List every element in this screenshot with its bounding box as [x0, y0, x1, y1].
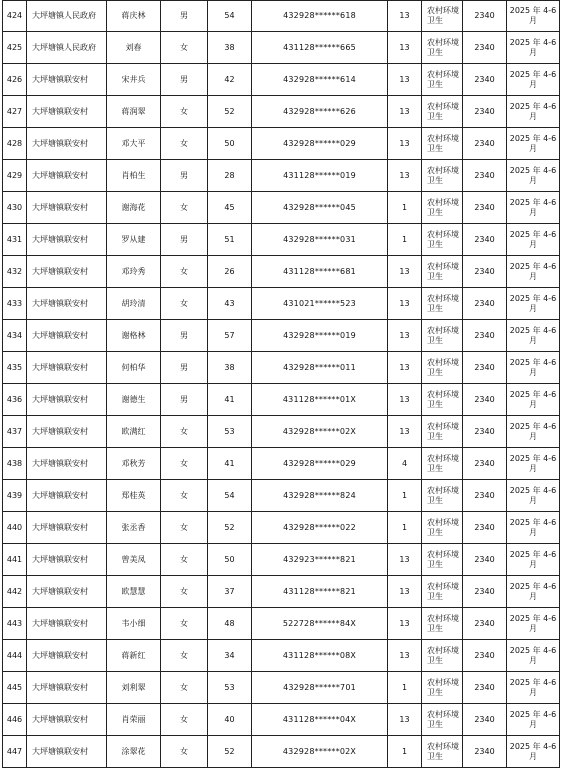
table-row — [3, 576, 560, 608]
age-cell: 53 — [208, 416, 252, 448]
months-cell: 13 — [388, 608, 422, 640]
name-cell: 肖柏生 — [107, 160, 161, 192]
row-number: 425 — [3, 32, 27, 64]
job-category-cell: 农村环境卫生 — [422, 384, 463, 416]
months-cell: 13 — [388, 320, 422, 352]
table-row — [3, 32, 560, 64]
gender-cell: 男 — [161, 1, 208, 32]
organization-cell: 大坪塘镇联安村 — [27, 416, 107, 448]
table-row — [3, 288, 560, 320]
period-cell: 2025 年 4-6 月 — [507, 448, 560, 480]
amount-cell: 2340 — [463, 320, 507, 352]
name-cell: 胡玲清 — [107, 288, 161, 320]
gender-cell: 女 — [161, 192, 208, 224]
gender-cell: 女 — [161, 480, 208, 512]
job-category-cell: 农村环境卫生 — [422, 416, 463, 448]
organization-cell: 大坪塘镇联安村 — [27, 352, 107, 384]
row-number: 437 — [3, 416, 27, 448]
gender-cell: 男 — [161, 320, 208, 352]
amount-cell: 2340 — [463, 544, 507, 576]
amount-cell: 2340 — [463, 480, 507, 512]
period-cell: 2025 年 4-6 月 — [507, 256, 560, 288]
name-cell: 邓秋芳 — [107, 448, 161, 480]
id-number-cell: 432928******626 — [252, 96, 388, 128]
id-number-cell: 431128******665 — [252, 32, 388, 64]
id-number-cell: 431021******523 — [252, 288, 388, 320]
row-number: 446 — [3, 704, 27, 736]
job-category-cell: 农村环境卫生 — [422, 224, 463, 256]
amount-cell: 2340 — [463, 256, 507, 288]
organization-cell: 大坪塘镇联安村 — [27, 480, 107, 512]
period-cell: 2025 年 4-6 月 — [507, 160, 560, 192]
row-number: 426 — [3, 64, 27, 96]
gender-cell: 女 — [161, 288, 208, 320]
job-category-cell: 农村环境卫生 — [422, 736, 463, 768]
row-number: 441 — [3, 544, 27, 576]
age-cell: 50 — [208, 128, 252, 160]
organization-cell: 大坪塘镇联安村 — [27, 192, 107, 224]
age-cell: 41 — [208, 384, 252, 416]
id-number-cell: 432928******824 — [252, 480, 388, 512]
period-cell: 2025 年 4-6 月 — [507, 480, 560, 512]
job-category-cell: 农村环境卫生 — [422, 704, 463, 736]
id-number-cell: 431128******04X — [252, 704, 388, 736]
gender-cell: 女 — [161, 608, 208, 640]
months-cell: 13 — [388, 544, 422, 576]
row-number: 442 — [3, 576, 27, 608]
gender-cell: 男 — [161, 224, 208, 256]
age-cell: 51 — [208, 224, 252, 256]
organization-cell: 大坪塘镇联安村 — [27, 224, 107, 256]
row-number: 436 — [3, 384, 27, 416]
name-cell: 刘利翠 — [107, 672, 161, 704]
age-cell: 38 — [208, 352, 252, 384]
age-cell: 54 — [208, 1, 252, 32]
name-cell: 宋井兵 — [107, 64, 161, 96]
table-row — [3, 192, 560, 224]
job-category-cell: 农村环境卫生 — [422, 544, 463, 576]
table-row — [3, 640, 560, 672]
age-cell: 45 — [208, 192, 252, 224]
table-row — [3, 704, 560, 736]
job-category-cell: 农村环境卫生 — [422, 64, 463, 96]
period-cell: 2025 年 4-6 月 — [507, 32, 560, 64]
age-cell: 37 — [208, 576, 252, 608]
roster-table — [2, 0, 560, 768]
name-cell: 涂翠花 — [107, 736, 161, 768]
organization-cell: 大坪塘镇联安村 — [27, 736, 107, 768]
id-number-cell: 432923******821 — [252, 544, 388, 576]
period-cell: 2025 年 4-6 月 — [507, 192, 560, 224]
organization-cell: 大坪塘镇联安村 — [27, 512, 107, 544]
gender-cell: 男 — [161, 384, 208, 416]
organization-cell: 大坪塘镇联安村 — [27, 160, 107, 192]
months-cell: 1 — [388, 736, 422, 768]
gender-cell: 女 — [161, 256, 208, 288]
name-cell: 欧满红 — [107, 416, 161, 448]
table-row — [3, 480, 560, 512]
row-number: 430 — [3, 192, 27, 224]
table-row — [3, 224, 560, 256]
id-number-cell: 432928******019 — [252, 320, 388, 352]
organization-cell: 大坪塘镇联安村 — [27, 96, 107, 128]
amount-cell: 2340 — [463, 64, 507, 96]
job-category-cell: 农村环境卫生 — [422, 576, 463, 608]
row-number: 447 — [3, 736, 27, 768]
period-cell: 2025 年 4-6 月 — [507, 320, 560, 352]
gender-cell: 女 — [161, 96, 208, 128]
job-category-cell: 农村环境卫生 — [422, 480, 463, 512]
id-number-cell: 432928******031 — [252, 224, 388, 256]
id-number-cell: 432928******029 — [252, 128, 388, 160]
amount-cell: 2340 — [463, 416, 507, 448]
period-cell: 2025 年 4-6 月 — [507, 544, 560, 576]
months-cell: 13 — [388, 128, 422, 160]
job-category-cell: 农村环境卫生 — [422, 608, 463, 640]
age-cell: 57 — [208, 320, 252, 352]
age-cell: 42 — [208, 64, 252, 96]
id-number-cell: 432928******618 — [252, 1, 388, 32]
months-cell: 13 — [388, 96, 422, 128]
name-cell: 罗从建 — [107, 224, 161, 256]
gender-cell: 女 — [161, 736, 208, 768]
row-number: 431 — [3, 224, 27, 256]
organization-cell: 大坪塘镇联安村 — [27, 704, 107, 736]
job-category-cell: 农村环境卫生 — [422, 512, 463, 544]
gender-cell: 女 — [161, 416, 208, 448]
amount-cell: 2340 — [463, 128, 507, 160]
age-cell: 52 — [208, 736, 252, 768]
id-number-cell: 432928******614 — [252, 64, 388, 96]
organization-cell: 大坪塘镇联安村 — [27, 608, 107, 640]
amount-cell: 2340 — [463, 704, 507, 736]
gender-cell: 男 — [161, 64, 208, 96]
amount-cell: 2340 — [463, 160, 507, 192]
amount-cell: 2340 — [463, 640, 507, 672]
table-row — [3, 1, 560, 32]
age-cell: 34 — [208, 640, 252, 672]
table-row — [3, 320, 560, 352]
gender-cell: 女 — [161, 640, 208, 672]
period-cell: 2025 年 4-6 月 — [507, 736, 560, 768]
gender-cell: 女 — [161, 128, 208, 160]
name-cell: 蒋新红 — [107, 640, 161, 672]
months-cell: 13 — [388, 32, 422, 64]
age-cell: 48 — [208, 608, 252, 640]
organization-cell: 大坪塘镇联安村 — [27, 640, 107, 672]
row-number: 445 — [3, 672, 27, 704]
period-cell: 2025 年 4-6 月 — [507, 640, 560, 672]
id-number-cell: 431128******821 — [252, 576, 388, 608]
row-number: 427 — [3, 96, 27, 128]
job-category-cell: 农村环境卫生 — [422, 32, 463, 64]
months-cell: 1 — [388, 480, 422, 512]
job-category-cell: 农村环境卫生 — [422, 96, 463, 128]
amount-cell: 2340 — [463, 736, 507, 768]
id-number-cell: 432928******045 — [252, 192, 388, 224]
table-row — [3, 352, 560, 384]
row-number: 440 — [3, 512, 27, 544]
amount-cell: 2340 — [463, 576, 507, 608]
table-row — [3, 448, 560, 480]
row-number: 438 — [3, 448, 27, 480]
gender-cell: 女 — [161, 672, 208, 704]
name-cell: 谢德生 — [107, 384, 161, 416]
table-row — [3, 160, 560, 192]
row-number: 428 — [3, 128, 27, 160]
months-cell: 1 — [388, 672, 422, 704]
months-cell: 13 — [388, 256, 422, 288]
period-cell: 2025 年 4-6 月 — [507, 704, 560, 736]
id-number-cell: 431128******01X — [252, 384, 388, 416]
organization-cell: 大坪塘镇联安村 — [27, 576, 107, 608]
job-category-cell: 农村环境卫生 — [422, 352, 463, 384]
months-cell: 13 — [388, 288, 422, 320]
job-category-cell: 农村环境卫生 — [422, 448, 463, 480]
table-row — [3, 416, 560, 448]
amount-cell: 2340 — [463, 96, 507, 128]
organization-cell: 大坪塘镇联安村 — [27, 448, 107, 480]
job-category-cell: 农村环境卫生 — [422, 320, 463, 352]
age-cell: 40 — [208, 704, 252, 736]
amount-cell: 2340 — [463, 32, 507, 64]
organization-cell: 大坪塘镇联安村 — [27, 256, 107, 288]
period-cell: 2025 年 4-6 月 — [507, 416, 560, 448]
amount-cell: 2340 — [463, 1, 507, 32]
gender-cell: 女 — [161, 544, 208, 576]
name-cell: 曾美凤 — [107, 544, 161, 576]
name-cell: 肖荣丽 — [107, 704, 161, 736]
gender-cell: 女 — [161, 32, 208, 64]
name-cell: 邓玲秀 — [107, 256, 161, 288]
id-number-cell: 432928******029 — [252, 448, 388, 480]
row-number: 434 — [3, 320, 27, 352]
organization-cell: 大坪塘镇联安村 — [27, 288, 107, 320]
job-category-cell: 农村环境卫生 — [422, 672, 463, 704]
months-cell: 13 — [388, 416, 422, 448]
table-row — [3, 384, 560, 416]
row-number: 439 — [3, 480, 27, 512]
months-cell: 13 — [388, 1, 422, 32]
job-category-cell: 农村环境卫生 — [422, 256, 463, 288]
period-cell: 2025 年 4-6 月 — [507, 96, 560, 128]
age-cell: 52 — [208, 512, 252, 544]
age-cell: 41 — [208, 448, 252, 480]
id-number-cell: 432928******011 — [252, 352, 388, 384]
period-cell: 2025 年 4-6 月 — [507, 352, 560, 384]
table-row — [3, 608, 560, 640]
gender-cell: 男 — [161, 352, 208, 384]
id-number-cell: 431128******08X — [252, 640, 388, 672]
amount-cell: 2340 — [463, 608, 507, 640]
amount-cell: 2340 — [463, 192, 507, 224]
name-cell: 邓大平 — [107, 128, 161, 160]
period-cell: 2025 年 4-6 月 — [507, 64, 560, 96]
period-cell: 2025 年 4-6 月 — [507, 1, 560, 32]
months-cell: 4 — [388, 448, 422, 480]
months-cell: 13 — [388, 704, 422, 736]
name-cell: 刘春 — [107, 32, 161, 64]
id-number-cell: 431128******019 — [252, 160, 388, 192]
table-row — [3, 64, 560, 96]
amount-cell: 2340 — [463, 352, 507, 384]
organization-cell: 大坪塘镇联安村 — [27, 544, 107, 576]
row-number: 433 — [3, 288, 27, 320]
id-number-cell: 522728******84X — [252, 608, 388, 640]
organization-cell: 大坪塘镇联安村 — [27, 384, 107, 416]
period-cell: 2025 年 4-6 月 — [507, 672, 560, 704]
amount-cell: 2340 — [463, 512, 507, 544]
months-cell: 13 — [388, 384, 422, 416]
gender-cell: 女 — [161, 576, 208, 608]
row-number: 429 — [3, 160, 27, 192]
organization-cell: 大坪塘镇联安村 — [27, 320, 107, 352]
job-category-cell: 农村环境卫生 — [422, 192, 463, 224]
months-cell: 13 — [388, 64, 422, 96]
age-cell: 53 — [208, 672, 252, 704]
row-number: 432 — [3, 256, 27, 288]
months-cell: 13 — [388, 576, 422, 608]
organization-cell: 大坪塘镇联安村 — [27, 64, 107, 96]
age-cell: 43 — [208, 288, 252, 320]
gender-cell: 女 — [161, 448, 208, 480]
period-cell: 2025 年 4-6 月 — [507, 608, 560, 640]
age-cell: 50 — [208, 544, 252, 576]
name-cell: 欧慧慧 — [107, 576, 161, 608]
age-cell: 54 — [208, 480, 252, 512]
age-cell: 26 — [208, 256, 252, 288]
name-cell: 谢格林 — [107, 320, 161, 352]
id-number-cell: 432928******02X — [252, 416, 388, 448]
age-cell: 38 — [208, 32, 252, 64]
name-cell: 蒋庆林 — [107, 1, 161, 32]
organization-cell: 大坪塘镇联安村 — [27, 128, 107, 160]
amount-cell: 2340 — [463, 224, 507, 256]
id-number-cell: 432928******022 — [252, 512, 388, 544]
id-number-cell: 432928******02X — [252, 736, 388, 768]
name-cell: 谢海花 — [107, 192, 161, 224]
months-cell: 13 — [388, 160, 422, 192]
table-row — [3, 736, 560, 768]
period-cell: 2025 年 4-6 月 — [507, 288, 560, 320]
organization-cell: 大坪塘镇人民政府 — [27, 32, 107, 64]
amount-cell: 2340 — [463, 288, 507, 320]
table-row — [3, 96, 560, 128]
name-cell: 郑桂英 — [107, 480, 161, 512]
job-category-cell: 农村环境卫生 — [422, 128, 463, 160]
months-cell: 1 — [388, 224, 422, 256]
job-category-cell: 农村环境卫生 — [422, 640, 463, 672]
name-cell: 何柏华 — [107, 352, 161, 384]
gender-cell: 女 — [161, 704, 208, 736]
table-row — [3, 256, 560, 288]
row-number: 443 — [3, 608, 27, 640]
months-cell: 13 — [388, 352, 422, 384]
job-category-cell: 农村环境卫生 — [422, 288, 463, 320]
row-number: 444 — [3, 640, 27, 672]
amount-cell: 2340 — [463, 384, 507, 416]
row-number: 424 — [3, 1, 27, 32]
period-cell: 2025 年 4-6 月 — [507, 128, 560, 160]
table-row — [3, 512, 560, 544]
organization-cell: 大坪塘镇人民政府 — [27, 1, 107, 32]
gender-cell: 男 — [161, 160, 208, 192]
id-number-cell: 431128******681 — [252, 256, 388, 288]
id-number-cell: 432928******701 — [252, 672, 388, 704]
months-cell: 1 — [388, 192, 422, 224]
job-category-cell: 农村环境卫生 — [422, 160, 463, 192]
name-cell: 张丞香 — [107, 512, 161, 544]
gender-cell: 女 — [161, 512, 208, 544]
name-cell: 蒋润翠 — [107, 96, 161, 128]
period-cell: 2025 年 4-6 月 — [507, 224, 560, 256]
amount-cell: 2340 — [463, 448, 507, 480]
name-cell: 韦小细 — [107, 608, 161, 640]
period-cell: 2025 年 4-6 月 — [507, 384, 560, 416]
table-row — [3, 672, 560, 704]
age-cell: 52 — [208, 96, 252, 128]
period-cell: 2025 年 4-6 月 — [507, 512, 560, 544]
row-number: 435 — [3, 352, 27, 384]
age-cell: 28 — [208, 160, 252, 192]
organization-cell: 大坪塘镇联安村 — [27, 672, 107, 704]
months-cell: 13 — [388, 640, 422, 672]
period-cell: 2025 年 4-6 月 — [507, 576, 560, 608]
table-body — [3, 1, 560, 768]
job-category-cell: 农村环境卫生 — [422, 1, 463, 32]
months-cell: 1 — [388, 512, 422, 544]
table-row — [3, 128, 560, 160]
table-row — [3, 544, 560, 576]
amount-cell: 2340 — [463, 672, 507, 704]
